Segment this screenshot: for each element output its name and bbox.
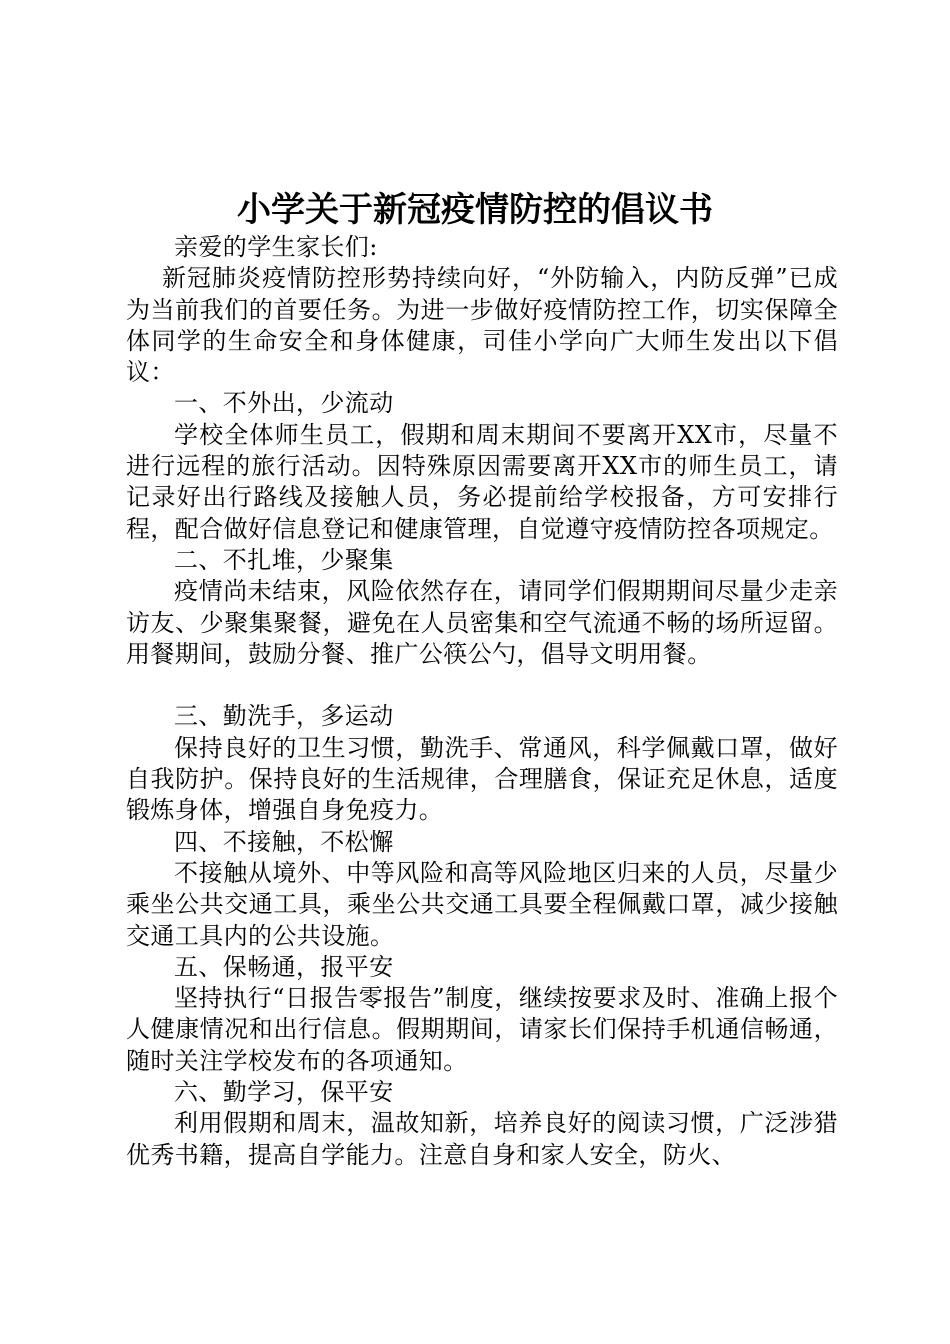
- blank-line: [126, 670, 838, 701]
- intro-paragraph: 新冠肺炎疫情防控形势持续向好，“外防输入，内防反弹”已成为当前我们的首要任务。为进一步做好疫情防控工作，切实保障全体同学的生命安全和身体健康，司佳小学向广大师生发出以下倡议：: [126, 264, 838, 387]
- section-paragraph: 疫情尚未结束，风险依然存在，请同学们假期期间尽量少走亲访友、少聚集聚餐，避免在人员密集和空气流通不畅的场所逗留。用餐期间，鼓励分餐、推广公筷公勺，倡导文明用餐。: [126, 577, 838, 668]
- section-heading: 六、勤学习，保平安: [174, 1078, 394, 1107]
- section-paragraph: 学校全体师生员工，假期和周末期间不要离开XX市，尽量不进行远程的旅行活动。因特殊原因需要离开XX市的师生员工，请记录好出行路线及接触人员，务必提前给学校报备，方可安排行程，配合做好信息登记和健康管理，自觉遵守疫情防控各项规定。: [126, 420, 838, 543]
- section-heading: 二、不扎堆，少聚集: [174, 545, 394, 574]
- section-heading: 五、保畅通，报平安: [174, 952, 394, 981]
- greeting: 亲爱的学生家长们:: [174, 233, 378, 261]
- section-heading: 一、不外出，少流动: [174, 389, 394, 418]
- section-paragraph: 利用假期和周末，温故知新，培养良好的阅读习惯，广泛涉猎优秀书籍，提高自学能力。注意自身和家人安全，防火、: [126, 1109, 838, 1169]
- section-paragraph: 不接触从境外、中等风险和高等风险地区归来的人员，尽量少乘坐公共交通工具，乘坐公共交通工具要全程佩戴口罩，减少接触交通工具内的公共设施。: [126, 858, 838, 950]
- section-paragraph: 坚持执行“日报告零报告”制度，继续按要求及时、准确上报个人健康情况和出行信息。假期期间，请家长们保持手机通信畅通，随时关注学校发布的各项通知。: [126, 984, 838, 1075]
- document-body: [126, 232, 838, 1171]
- section-heading: 三、勤洗手，多运动: [174, 702, 394, 731]
- section-heading: 四、不接触，不松懈: [174, 827, 394, 856]
- document-title: 小学关于新冠疫情防控的倡议书: [237, 190, 713, 230]
- section-paragraph: 保持良好的卫生习惯，勤洗手、常通风，科学佩戴口罩，做好自我防护。保持良好的生活规律，合理膳食，保证充足休息，适度锻炼身体，增强自身免疫力。: [126, 733, 838, 825]
